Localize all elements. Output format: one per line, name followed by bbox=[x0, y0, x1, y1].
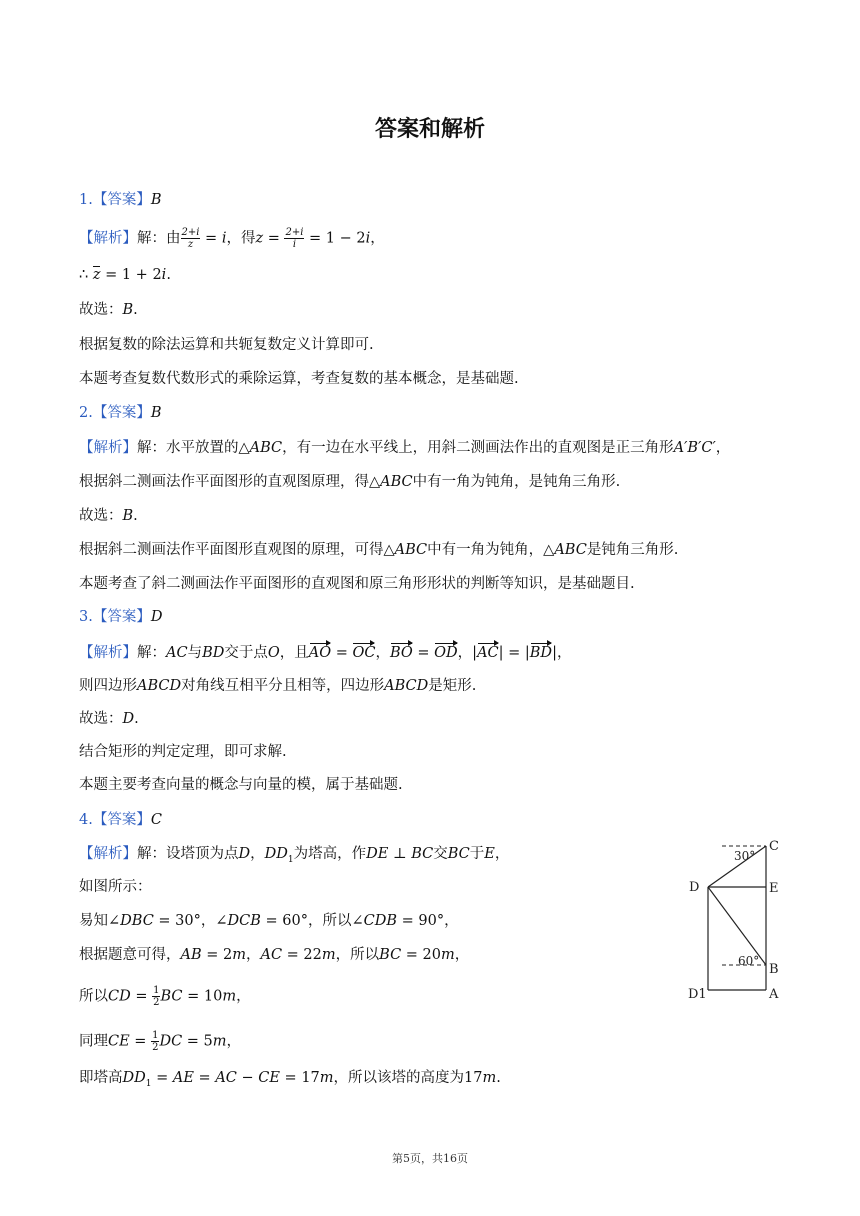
q1-answer-value: B bbox=[150, 192, 162, 208]
q2-analysis-line2: 根据斜二测画法作平面图形的直观图原理，得△ABC中有一角为钝角，是钝角三角形. bbox=[79, 474, 621, 490]
q1-analysis-line1: 【解析】解：由 $\frac{2+i}{z}$ = i，得z = $\frac{2+i}{i}$ = 1 − 2i， bbox=[79, 227, 385, 250]
label-D1: D1 bbox=[688, 987, 707, 1002]
q2-answer-line: 2.【答案】B bbox=[79, 405, 162, 421]
angle-30: 30° bbox=[734, 849, 756, 863]
q3-method: 结合矩形的判定定理，即可求解. bbox=[79, 744, 287, 760]
q2-comment: 本题考查了斜二测画法作平面图形的直观图和原三角形形状的判断等知识，是基础题目. bbox=[79, 576, 635, 592]
q3-answer-line: 3.【答案】D bbox=[79, 609, 163, 625]
label-C: C bbox=[769, 839, 779, 854]
label-D: D bbox=[689, 880, 700, 895]
q2-method: 根据斜二测画法作平面图形直观图的原理，可得△ABC中有一角为钝角，△ABC是钝角三角形. bbox=[79, 542, 679, 558]
fraction: $\frac{2+i}{z}$ bbox=[181, 227, 200, 250]
tower-diagram bbox=[680, 832, 790, 1007]
q4-analysis-line7: 即塔高$DD_1$ = AE = AC − CE = 17m，所以该塔的高度为17m. bbox=[79, 1070, 501, 1089]
q3-analysis-line2: 则四边形ABCD对角线互相平分且相等，四边形ABCD是矩形. bbox=[79, 678, 477, 694]
q1-method: 根据复数的除法运算和共轭复数定义计算即可. bbox=[79, 337, 374, 353]
q1-comment: 本题考查复数代数形式的乘除运算，考查复数的基本概念，是基础题. bbox=[79, 371, 519, 387]
angle-60: 60° bbox=[738, 954, 760, 968]
q4-analysis-line4: 根据题意可得，AB = 2m，AC = 22m，所以BC = 20m， bbox=[79, 947, 470, 963]
label-B: B bbox=[769, 962, 779, 977]
q4-analysis-line1: 【解析】解：设塔顶为点D，$DD_1$为塔高，作DE ⊥ BC交BC于E， bbox=[79, 846, 510, 865]
label-E: E bbox=[769, 881, 779, 896]
q2-analysis-line1: 【解析】解：水平放置的△ABC，有一边在水平线上，用斜二测画法作出的直观图是正三角形A′B′C′， bbox=[79, 440, 731, 456]
q1-answer-line bbox=[79, 190, 162, 210]
q4-analysis-line5: 所以CD = $\frac{1}{2}$ BC = 10m， bbox=[79, 985, 251, 1008]
page-title: 答案和解析 bbox=[374, 117, 485, 142]
q1-choice: 故选：B. bbox=[79, 302, 138, 318]
page-footer: 第5页，共16页 bbox=[392, 1152, 468, 1165]
q3-choice: 故选：D. bbox=[79, 711, 139, 727]
fraction: $\frac{2+i}{i}$ bbox=[285, 227, 304, 250]
q3-analysis-line1: 【解析】解：AC与BD交于点O，且AO = OC，BO = OD，|AC| = |BD|， bbox=[79, 645, 572, 661]
label-A: A bbox=[769, 987, 779, 1002]
q1-answer-label: 1.【答案】 bbox=[79, 192, 151, 208]
q4-analysis-line6: 同理CE = $\frac{1}{2}$ DC = 5m， bbox=[79, 1030, 242, 1053]
q4-analysis-line2: 如图所示： bbox=[79, 879, 152, 895]
q4-analysis-line3: 易知∠DBC = 30°，∠DCB = 60°，所以∠CDB = 90°， bbox=[79, 913, 459, 929]
q2-choice: 故选：B. bbox=[79, 508, 138, 524]
q4-answer-line: 4.【答案】C bbox=[79, 812, 162, 828]
q1-analysis-line2: ∴ z = 1 + 2i. bbox=[79, 267, 171, 283]
q3-comment: 本题主要考查向量的概念与向量的模，属于基础题. bbox=[79, 777, 403, 793]
